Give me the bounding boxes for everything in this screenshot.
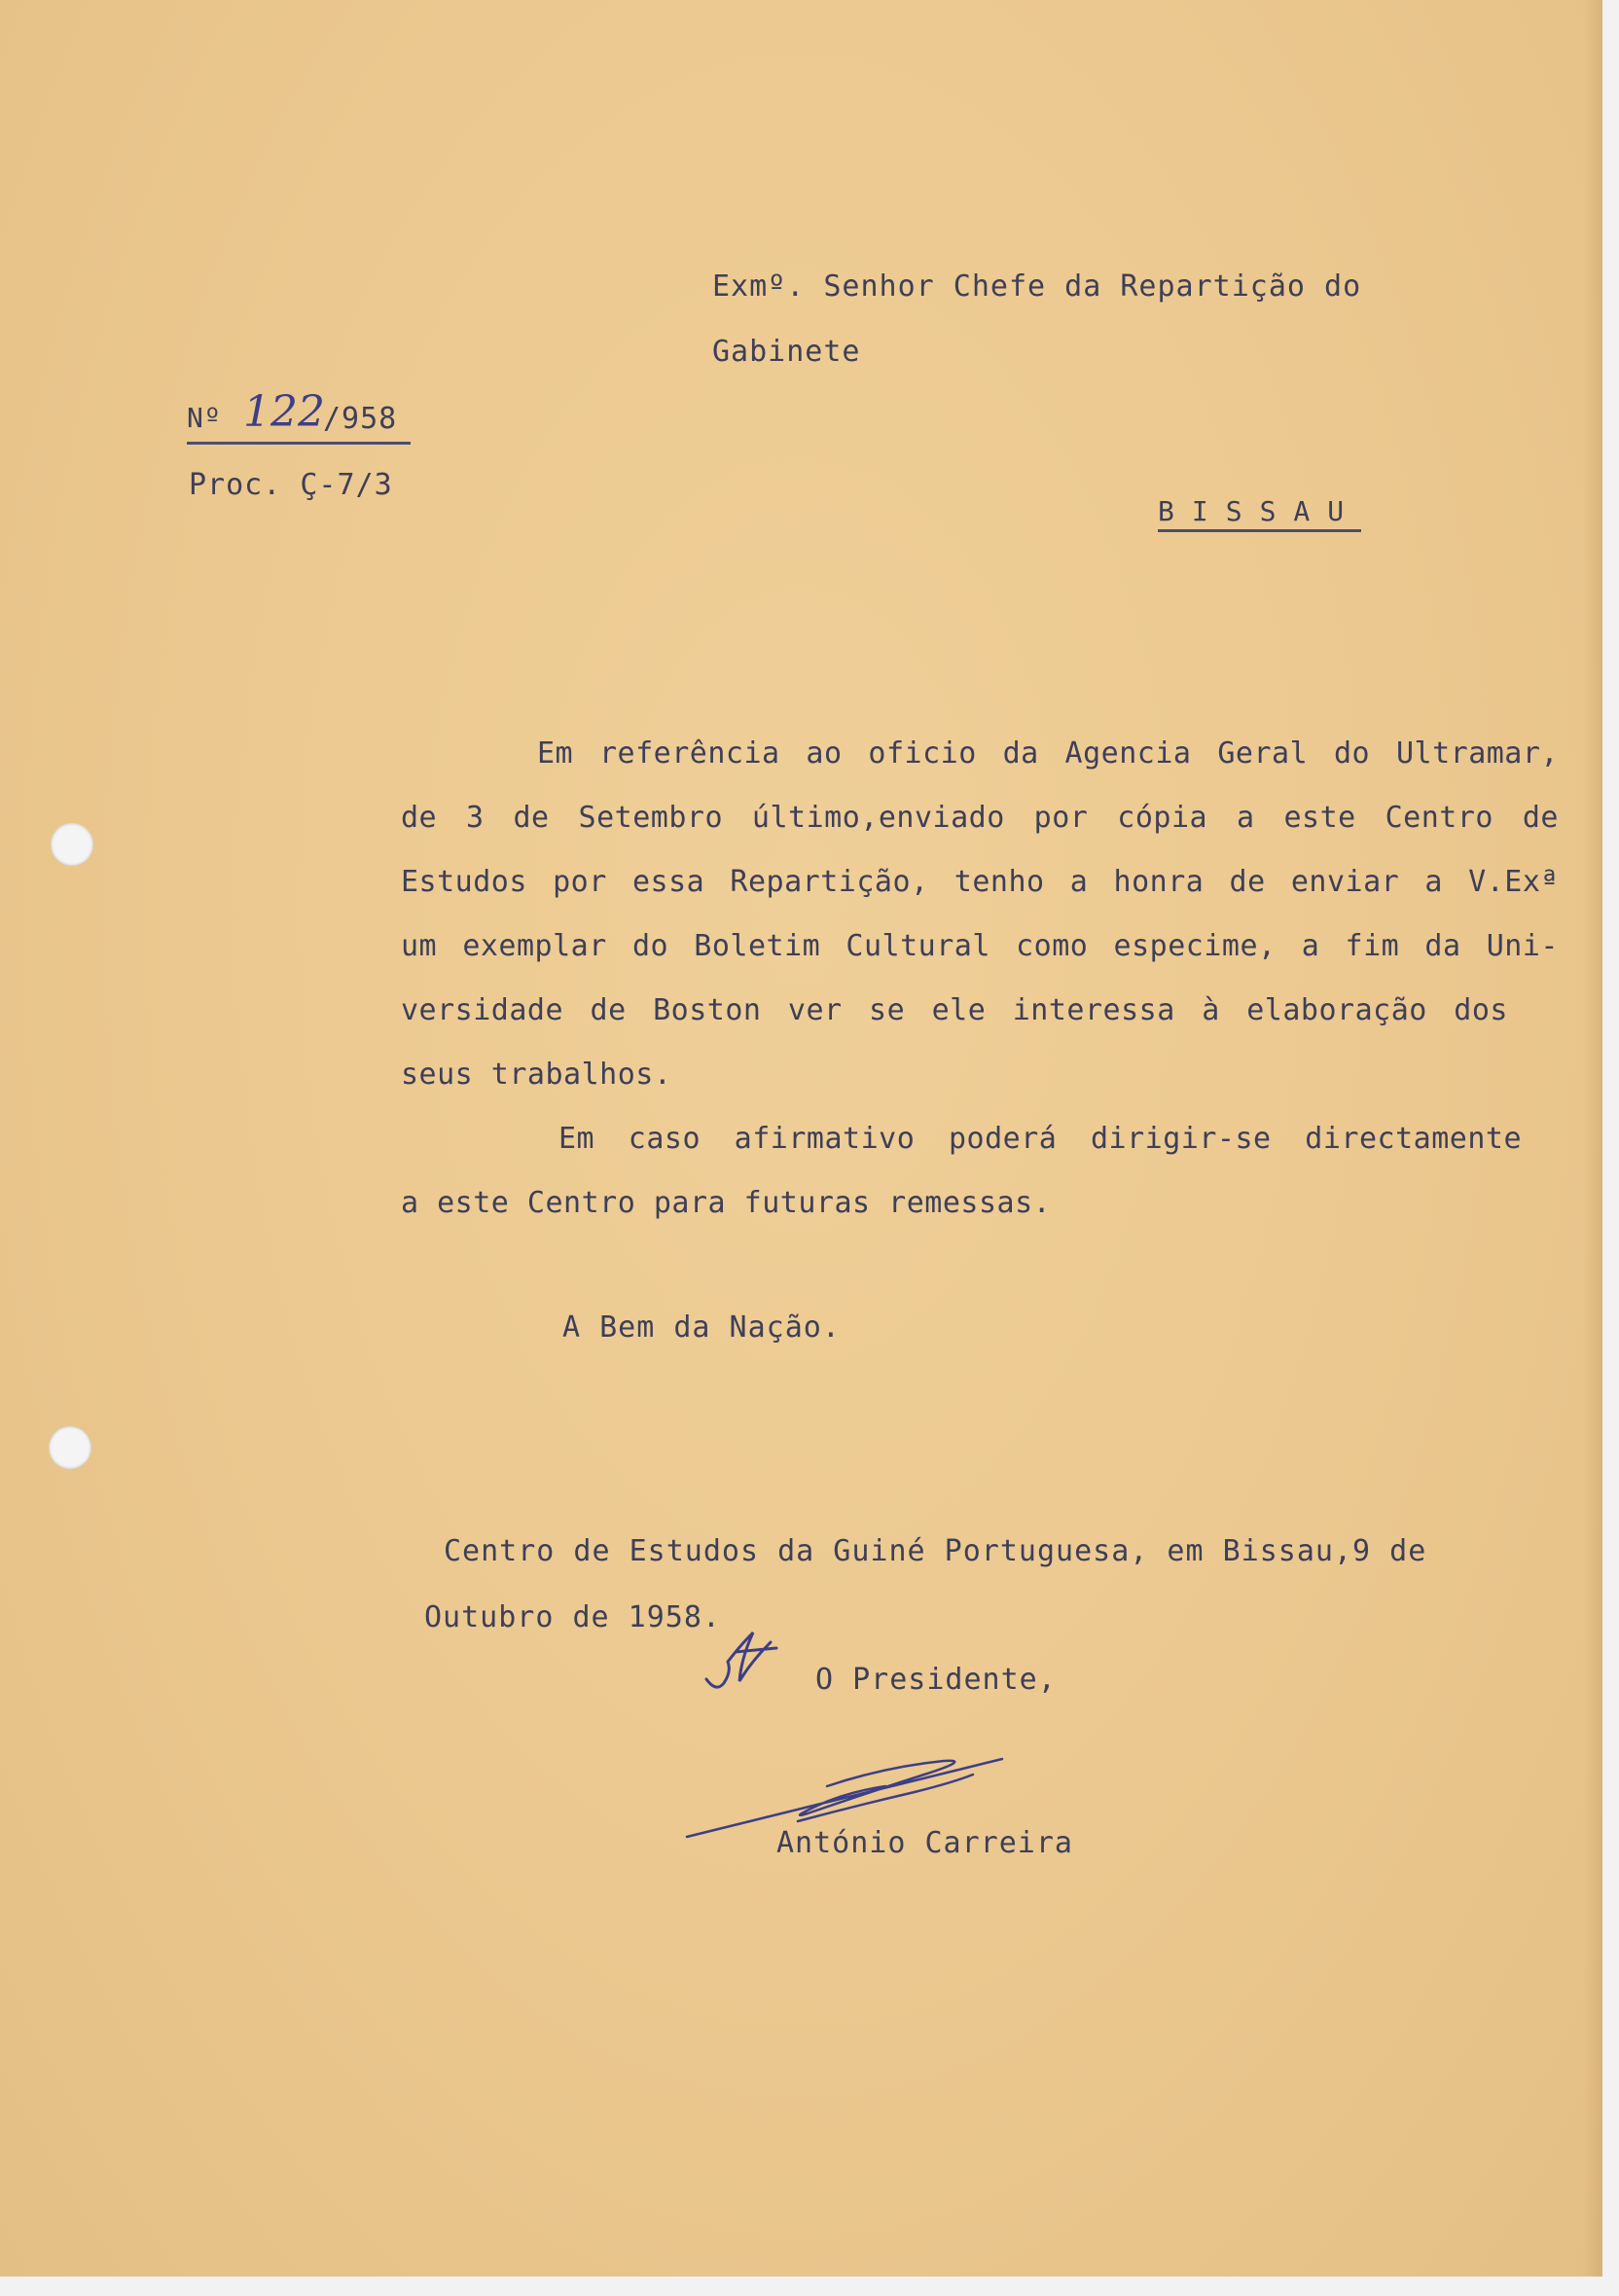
signer-name: António Carreira [776, 1826, 1073, 1860]
place-date-line-2: Outubro de 1958. [424, 1600, 721, 1634]
body-line: Em referência ao oficio da Agencia Geral do Ultramar, [537, 736, 1559, 771]
body-line: de 3 de Setembro último,enviado por cópia a este Centro de [401, 801, 1559, 835]
punch-hole-upper [51, 823, 93, 866]
reference-number [187, 387, 411, 445]
handwritten-number: 122 [243, 387, 325, 437]
body-line: seus trabalhos. [401, 1058, 672, 1092]
punch-hole-lower [49, 1426, 91, 1469]
number-prefix: Nº [187, 402, 222, 434]
body-line: Em caso afirmativo poderá dirigir-se directamente [558, 1122, 1522, 1156]
number-suffix: /958 [323, 402, 398, 436]
body-line: a este Centro para futuras remessas. [401, 1186, 1052, 1220]
body-line: versidade de Boston ver se ele interessa à elaboração dos [401, 993, 1508, 1027]
addressee-line-2: Gabinete [712, 335, 861, 369]
handwritten-initial-mark [702, 1623, 790, 1710]
closing-salutation: A Bem da Nação. [562, 1310, 841, 1345]
place-date-line-1: Centro de Estudos da Guiné Portuguesa, em Bissau,9 de [444, 1534, 1427, 1568]
signer-title: O Presidente, [815, 1663, 1057, 1697]
body-paragraph-1 [401, 722, 1559, 1107]
addressee-line-1: Exmº. Senhor Chefe da Repartição do [712, 269, 1362, 304]
body-line: Estudos por essa Repartição, tenho a honra de enviar a V.Exª [401, 865, 1559, 899]
body-line: um exemplar do Boletim Cultural como especime, a fim da Uni- [401, 929, 1559, 963]
paper-edge-shadow [1583, 0, 1601, 2277]
process-number: Proc. Ç-7/3 [189, 468, 393, 502]
city-heading: BISSAU [1158, 498, 1361, 532]
body-paragraph-2 [401, 1107, 1559, 1236]
